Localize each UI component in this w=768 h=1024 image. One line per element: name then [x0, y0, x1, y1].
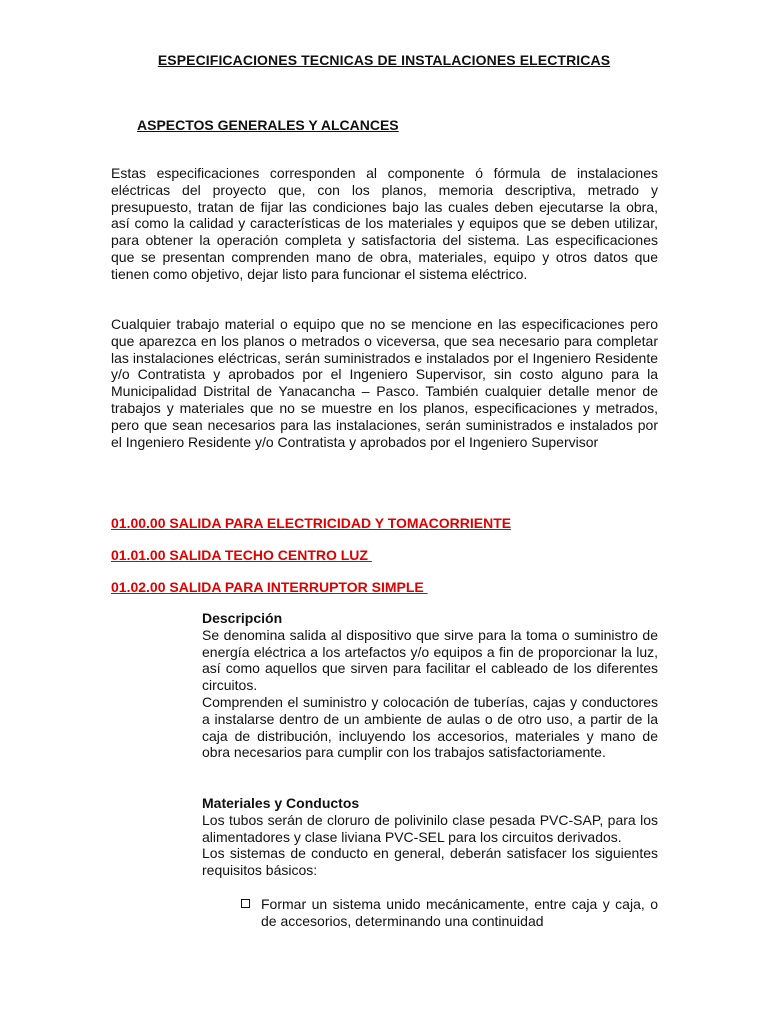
heading-salida-techo: 01.01.00 SALIDA TECHO CENTRO LUZ: [111, 547, 372, 563]
heading-salida-electricidad: 01.00.00 SALIDA PARA ELECTRICIDAD Y TOMACORRIENTE: [111, 515, 512, 531]
descripcion-heading: Descripción: [202, 610, 283, 626]
descripcion-text-1: Se denomina salida al dispositivo que sirve para la toma o suministro de energía eléctrica a los artefactos y/o equipos a fin de proporcionar la luz, así como aquellos que sirven para facilitar el cableado de los diferentes circuitos.: [202, 626, 658, 694]
descripcion-block: [202, 610, 658, 761]
paragraph-additional-work: Cualquier trabajo material o equipo que no se mencione en las especificaciones pero que aparezca en los planos o metrados o viceversa, que sea necesario para completar las instalaciones eléctricas, serán suministrados e instalados por el Ingeniero Residente y/o Contratista y aprobados por el Ingeniero Supervisor, sin costo alguno para la Municipalidad Distrital de Yanacancha – Pasco. También cualquier detalle menor de trabajos y materiales que no se muestre en los planos, especificaciones y metrados, pero que sean necesarios para las instalaciones, serán suministrados e instalados por el Ingeniero Residente y/o Contratista y aprobados por el Ingeniero Supervisor: [111, 316, 658, 450]
document-title: ESPECIFICACIONES TECNICAS DE INSTALACIONES ELECTRICAS: [157, 52, 611, 68]
materiales-block: [202, 795, 658, 879]
paragraph-general-scope: Estas especificaciones corresponden al componente ó fórmula de instalaciones eléctricas del proyecto que, con los planos, memoria descriptiva, metrado y presupuesto, tratan de fijar las condiciones bajo las cuales deben ejecutarse la obra, así como la calidad y características de los materiales y equipos que se deben utilizar, para obtener la operación completa y satisfactoria del sistema. Las especificaciones que se presentan comprenden mano de obra, materiales, equipo y otros datos que tienen como objetivo, dejar listo para funcionar el sistema eléctrico.: [111, 165, 658, 282]
bullet-text: Formar un sistema unido mecánicamente, entre caja y caja, o de accesorios, determinando una continuidad: [261, 896, 658, 929]
square-bullet-icon: [241, 899, 250, 908]
materiales-text-1: Los tubos serán de cloruro de polivinilo clase pesada PVC-SAP, para los alimentadores y clase liviana PVC-SEL para los circuitos derivados.: [202, 811, 658, 845]
heading-salida-interruptor: 01.02.00 SALIDA PARA INTERRUPTOR SIMPLE: [111, 579, 428, 595]
section-title: ASPECTOS GENERALES Y ALCANCES: [137, 117, 399, 133]
materiales-heading: Materiales y Conductos: [202, 795, 360, 811]
materiales-text-2: Los sistemas de conducto en general, deberán satisfacer los siguientes requisitos básicos:: [202, 845, 658, 879]
descripcion-text-2: Comprenden el suministro y colocación de tuberías, cajas y conductores a instalarse dentro de un ambiente de aulas o de otro uso, a partir de la caja de distribución, incluyendo los accesorios, materiales y mano de obra necesarios para cumplir con los trabajos satisfactoriamente.: [202, 693, 658, 761]
